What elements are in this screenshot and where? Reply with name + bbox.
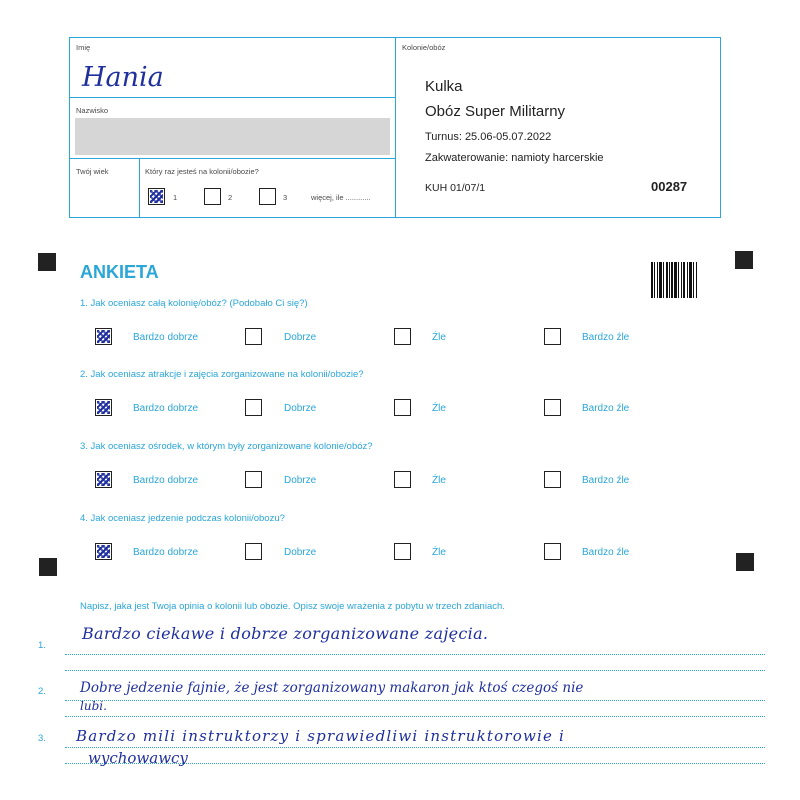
barcode-bar (689, 262, 692, 298)
header-divider-age (139, 158, 140, 218)
question-1-option-checkbox[interactable] (95, 328, 112, 345)
answer-line (65, 747, 765, 748)
question-2-option-checkbox[interactable] (544, 399, 561, 416)
nazwisko-redacted (75, 118, 390, 155)
question-1-option-label: Źle (432, 332, 446, 343)
ktory-raz-checkbox-1[interactable] (148, 188, 165, 205)
ktory-raz-checkbox-2[interactable] (204, 188, 221, 205)
ktory-raz-checkbox-3[interactable] (259, 188, 276, 205)
barcode-bar (696, 262, 697, 298)
answer-2-cont[interactable]: lubi. (80, 699, 107, 713)
question-4-option-label: Bardzo dobrze (133, 547, 199, 558)
line-number-1: 1. (38, 640, 46, 651)
barcode (651, 262, 707, 298)
oboz-name: Obóz Super Militarny (425, 103, 566, 120)
question-1-option-checkbox[interactable] (544, 328, 561, 345)
imie-label: Imię (76, 43, 91, 52)
question-4-option-checkbox[interactable] (394, 543, 411, 560)
question-text: 3. Jak oceniasz ośrodek, w którym były zorganizowane kolonie/obóz? (80, 441, 373, 452)
barcode-bar (681, 262, 682, 298)
question-2-option-label: Dobrze (284, 403, 317, 414)
barcode-bar (666, 262, 668, 298)
form-code: KUH 01/07/1 (425, 182, 486, 194)
barcode-bar (671, 262, 673, 298)
barcode-bar (687, 262, 688, 298)
question-3-option-label: Bardzo dobrze (133, 475, 199, 486)
header-divider-h1 (69, 97, 396, 98)
answer-3-cont[interactable]: wychowawcy (88, 749, 188, 767)
ktory-raz-option-2: 2 (228, 193, 233, 202)
header-divider-h2 (69, 158, 396, 159)
question-3-option-checkbox[interactable] (95, 471, 112, 488)
wiek-label: Twój wiek (76, 167, 109, 176)
ktory-raz-label: Który raz jesteś na kolonii/obozie? (145, 167, 259, 176)
question-1-option-label: Dobrze (284, 332, 317, 343)
answer-line (65, 654, 765, 655)
question-3-option-label: Bardzo źle (582, 475, 630, 486)
question-1-option-label: Bardzo źle (582, 332, 630, 343)
question-3-option-label: Dobrze (284, 475, 317, 486)
turnus: Turnus: 25.06-05.07.2022 (425, 131, 552, 143)
header-divider-vertical (395, 37, 396, 218)
barcode-bar (693, 262, 694, 298)
question-4-option-label: Bardzo źle (582, 547, 630, 558)
barcode-bar (678, 262, 679, 298)
barcode-bar (654, 262, 655, 298)
question-3-option-label: Źle (432, 475, 446, 486)
question-4-option-label: Dobrze (284, 547, 317, 558)
question-4-option-checkbox[interactable] (245, 543, 262, 560)
barcode-bar (659, 262, 662, 298)
zakwaterowanie: Zakwaterowanie: namioty harcerskie (425, 152, 604, 164)
question-3-option-checkbox[interactable] (544, 471, 561, 488)
imie-value[interactable]: Hania (82, 62, 164, 93)
question-text: 2. Jak oceniasz atrakcje i zajęcia zorganizowane na kolonii/obozie? (80, 369, 364, 380)
question-2-option-label: Bardzo dobrze (133, 403, 199, 414)
alignment-marker-bottom-left (39, 558, 57, 576)
barcode-bar (669, 262, 670, 298)
question-3-option-checkbox[interactable] (245, 471, 262, 488)
question-text: 1. Jak oceniasz całą kolonię/obóz? (Podobało Ci się?) (80, 298, 308, 309)
kolonia-label: Kolonie/obóz (402, 43, 446, 52)
alignment-marker-bottom-right (736, 553, 754, 571)
ktory-raz-more: więcej, ile ............ (311, 193, 371, 202)
question-1-option-checkbox[interactable] (394, 328, 411, 345)
line-number-2: 2. (38, 686, 46, 697)
question-4-option-checkbox[interactable] (95, 543, 112, 560)
barcode-bar (657, 262, 658, 298)
ktory-raz-option-3: 3 (283, 193, 288, 202)
question-1-option-checkbox[interactable] (245, 328, 262, 345)
alignment-marker-top-left (38, 253, 56, 271)
barcode-bar (674, 262, 677, 298)
question-3-option-checkbox[interactable] (394, 471, 411, 488)
answer-line (65, 716, 765, 717)
opinion-prompt: Napisz, jaka jest Twoja opinia o kolonii lub obozie. Opisz swoje wrażenia z pobytu w trzech zdaniach. (80, 601, 505, 612)
kolonia-name: Kulka (425, 78, 463, 95)
line-number-3: 3. (38, 733, 46, 744)
answer-1[interactable]: Bardzo ciekawe i dobrze zorganizowane zajęcia. (82, 624, 489, 643)
survey-title: ANKIETA (80, 262, 159, 282)
barcode-bar (683, 262, 685, 298)
alignment-marker-top-right (735, 251, 753, 269)
barcode-bar (663, 262, 664, 298)
answer-line (65, 700, 765, 701)
question-4-option-checkbox[interactable] (544, 543, 561, 560)
question-4-option-label: Źle (432, 547, 446, 558)
barcode-bar (651, 262, 653, 298)
question-2-option-checkbox[interactable] (394, 399, 411, 416)
question-2-option-label: Źle (432, 403, 446, 414)
question-2-option-label: Bardzo źle (582, 403, 630, 414)
answer-2[interactable]: Dobre jedzenie fajnie, że jest zorganizowany makaron jak ktoś czegoś nie (80, 680, 584, 696)
question-2-option-checkbox[interactable] (245, 399, 262, 416)
nazwisko-label: Nazwisko (76, 106, 109, 115)
question-1-option-label: Bardzo dobrze (133, 332, 199, 343)
answer-line (65, 670, 765, 671)
question-2-option-checkbox[interactable] (95, 399, 112, 416)
form-number: 00287 (651, 179, 688, 194)
question-text: 4. Jak oceniasz jedzenie podczas kolonii/obozu? (80, 513, 285, 524)
answer-3[interactable]: Bardzo mili instruktorzy i sprawiedliwi instruktorowie i (76, 727, 566, 745)
ktory-raz-option-1: 1 (173, 193, 178, 202)
